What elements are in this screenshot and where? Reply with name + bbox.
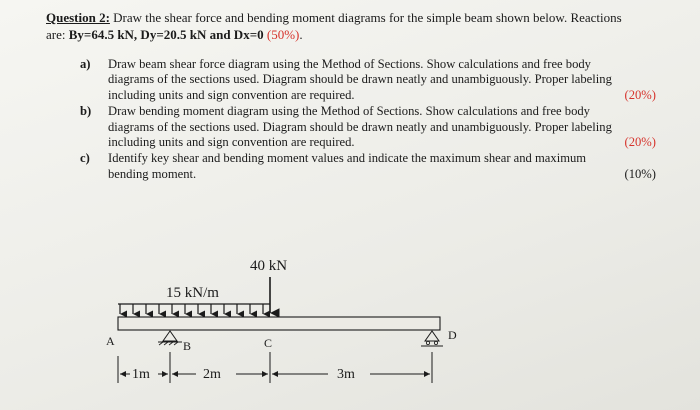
reactions-period: . bbox=[299, 27, 303, 42]
sub-question-text: diagrams of the sections used. Diagram should be drawn neatly and unambiguously. Proper labeling bbox=[108, 119, 612, 134]
point-c-label: C bbox=[264, 336, 273, 350]
question-prompt: Draw the shear force and bending moment diagrams for the simple beam shown below. Reactions bbox=[109, 10, 622, 25]
beam bbox=[118, 317, 440, 330]
distributed-load-arrows bbox=[118, 304, 270, 314]
sub-question-weight: (20%) bbox=[624, 87, 656, 102]
sub-question-text: Draw beam shear force diagram using the Method of Sections. Show calculations and free body bbox=[108, 57, 591, 71]
reactions-values: By=64.5 kN, Dy=20.5 kN and Dx=0 bbox=[68, 27, 264, 42]
sub-question-weight: (10%) bbox=[624, 166, 656, 181]
sub-question-text: bending moment. bbox=[108, 166, 197, 181]
point-load-label: 40 kN bbox=[250, 258, 288, 274]
sub-question-text: including units and sign convention are required. bbox=[108, 135, 355, 150]
sub-question-weight: (20%) bbox=[624, 135, 656, 150]
distributed-load-label: 15 kN/m bbox=[166, 285, 219, 301]
question-weight: (50%) bbox=[263, 27, 300, 42]
reactions-prefix: are: bbox=[46, 27, 69, 42]
question-label: Question 2: bbox=[46, 10, 110, 25]
dimension-2m-label: 2m bbox=[203, 367, 221, 382]
support-b-pin bbox=[158, 331, 182, 345]
sub-question-text: including units and sign convention are required. bbox=[108, 87, 355, 102]
sub-question-text: Identify key shear and bending moment values and indicate the maximum shear and maximum bbox=[108, 151, 587, 166]
sub-question-letter: b) bbox=[80, 104, 92, 119]
point-d-label: D bbox=[448, 328, 457, 342]
sub-question-letter: a) bbox=[80, 57, 91, 71]
sub-question-text: diagrams of the sections used. Diagram should be drawn neatly and unambiguously. Proper labeling bbox=[108, 72, 612, 87]
sub-question-text: Draw bending moment diagram using the Method of Sections. Show calculations and free body bbox=[108, 104, 590, 119]
point-b-label: B bbox=[183, 339, 192, 353]
support-d-roller bbox=[421, 331, 443, 346]
dimension-lines bbox=[118, 352, 432, 383]
point-a-label: A bbox=[106, 334, 115, 348]
dimension-3m-label: 3m bbox=[337, 367, 355, 382]
dimension-1m-label: 1m bbox=[132, 367, 150, 382]
sub-question-letter: c) bbox=[80, 151, 90, 166]
